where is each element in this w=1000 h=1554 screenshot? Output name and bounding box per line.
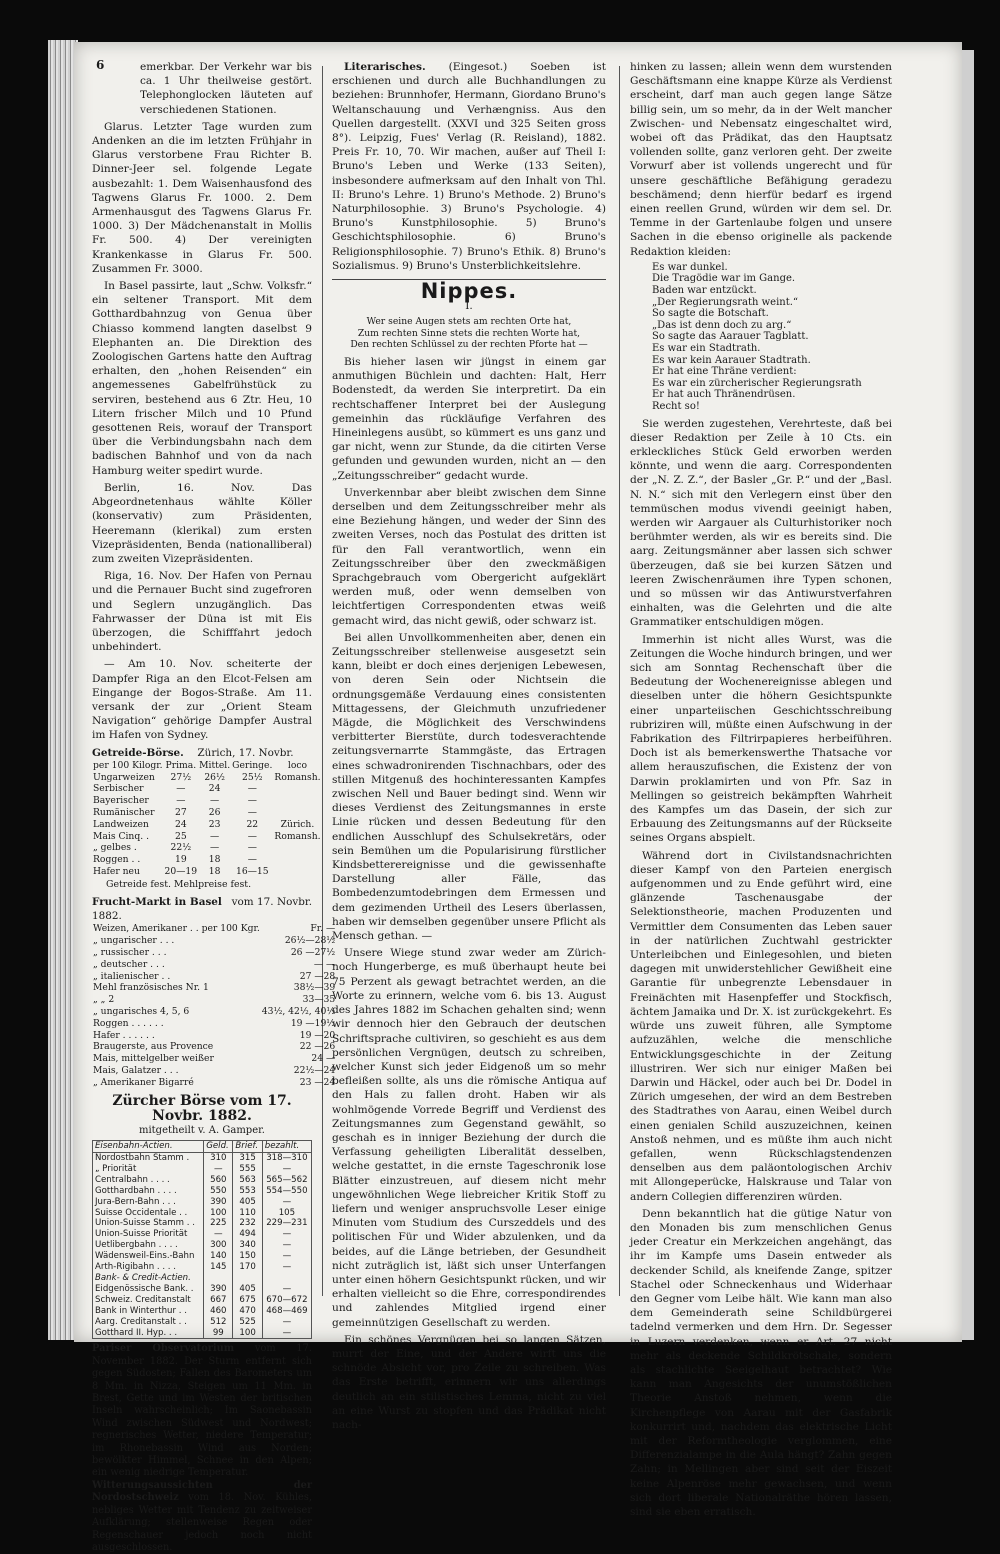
cell: 340 [233, 1240, 262, 1251]
cell: Jura-Bern-Bahn . . . [93, 1197, 204, 1208]
cell: Wädensweil-Eins.-Bahn [93, 1251, 204, 1262]
cell: 315 [233, 1153, 262, 1164]
cell: 20—19 [164, 865, 198, 877]
table-row [93, 1240, 312, 1251]
poem-line: So sagte die Botschaft. [652, 308, 769, 320]
cell: — [262, 1284, 311, 1295]
poem-line: Baden war entzückt. [652, 285, 757, 297]
poem-line: Es war dunkel. [652, 261, 728, 273]
column-rule-1 [322, 66, 323, 1296]
cell: — [176, 795, 186, 807]
cell: 554—550 [262, 1186, 311, 1197]
table-row [93, 1306, 312, 1317]
cell: 675 [233, 1295, 262, 1306]
page-number: 6 [96, 58, 105, 72]
cell: 525 [233, 1317, 262, 1328]
table-header: Prima. [165, 759, 197, 771]
motto-line: Wer seine Augen stets am rechten Orte hat, [366, 316, 572, 328]
table-row [92, 772, 322, 784]
cell: Landweizen [93, 818, 149, 830]
table-row [93, 1295, 312, 1306]
table-header: loco [287, 759, 308, 771]
paragraph: Denn bekanntlich hat die gütige Natur von den Monaden bis zum menschlichen Genus jeder Creatur ein Merkzeichen angehängt, das ihr im Kampfe ums Dasein entweder als deckender Schild, als kneifende Zange, spitzer Stachel oder Schneckenhaus und Widerhaar den Gegner vom Leibe hält. Wie kann man also dem Gemeinderath seine Schildbürgerei tadelnd vermerken und dem Hrn. Dr. Segesser in Luzern verdenken, wenn er Art. 27 nicht mehr als deckende Schildkrötschale, sondern als stachlichte Seeigelhaut betrachtet? Wie kann man Angesichts der unumstößlichen Theorie Anstoß nehmen, wenn die Kirchenpflege von Aarau mit der Gasfabrik konkurrirt und, nachdem das elektrische Licht mit der Reformtheologie verglommen, eine Differenzialampe in die Aula hängt? Zahn gegen Zahn; in Mellingen aber sind seit der Eiszeit keine Alpenröse mehr gewachsen, und wenn sich dort liberale Nationalräthe hören lassen, sind sie eben erratisch. [630, 1207, 892, 1518]
table-row [93, 1175, 312, 1186]
cell: 38½—39 [293, 982, 336, 994]
cell: 150 [233, 1251, 262, 1262]
poem-line: „Der Regierungsrath weint.“ [652, 296, 799, 308]
cell: „ ungarisches 4, 5, 6 [93, 1005, 190, 1017]
cell [273, 854, 321, 866]
poem-line: Recht so! [652, 400, 700, 412]
cell: Nordostbahn Stamm . [93, 1153, 204, 1164]
cell: 33—35 [302, 994, 336, 1006]
getreide-table [92, 760, 322, 878]
cell: 560 [204, 1175, 233, 1186]
frucht-date: vom 17. Novbr. 1882. [92, 895, 312, 923]
cell: 390 [204, 1284, 233, 1295]
wetter-text: vom 18. Nov. Kühles, nebliges Wetter mit Tendenz zu zeitweiser Aufklärung; stellenweise Regen oder Regenschauer jedoch noch nicht ausgeschlossen. [92, 1492, 312, 1553]
table-row [92, 807, 322, 819]
cell: — [210, 842, 220, 854]
motto [332, 316, 606, 351]
cell: 27 —28 [299, 970, 336, 982]
cell: „ Priorität [93, 1164, 204, 1175]
cell: 24 — [311, 1053, 336, 1065]
cell: Mehl französisches Nr. 1 [93, 982, 209, 994]
table-row [93, 1328, 312, 1339]
cell: Mais, mittelgelber weißer [93, 1053, 214, 1065]
cell: — [262, 1328, 311, 1339]
section-row [93, 1273, 312, 1284]
table-header-row [93, 1141, 312, 1153]
paragraph-glarus: Glarus. Letzter Tage wurden zum Andenken an die im letzten Frühjahr in Glarus verstorbene Frau Richter B. Dinner-Jeer sel. folgende Legate ausbezahlt: 1. Dem Waisenhausfond des Tagwens Glarus Fr. 1000. 2. Dem Armenhausgut des Tagwens Glarus Fr. 1000. 3) Der Mädchenanstalt in Mollis Fr. 500. 4) Der vereinigten Krankenkasse in Glarus Fr. 500. Zusammen Fr. 3000. [92, 120, 312, 275]
cell: 18 [208, 865, 221, 877]
cell: — [210, 830, 220, 842]
observatorium-date: vom 17. November 1882. [92, 1343, 312, 1367]
cell: Zürich. [280, 818, 315, 830]
literarisches-title: Literarisches. [344, 61, 426, 73]
table-row [92, 1053, 336, 1065]
cell: 25 [174, 830, 187, 842]
cell: 18 [208, 854, 221, 866]
cell: 25½ [241, 771, 263, 783]
cell: 512 [204, 1317, 233, 1328]
cell: 470 [233, 1306, 262, 1317]
table-row [93, 1164, 312, 1175]
cell: Centralbahn . . . . [93, 1175, 204, 1186]
cell: Romansh. [274, 771, 321, 783]
literarisches-paragraph [332, 60, 606, 273]
cell: 43½, 42½, 40½ [261, 1005, 336, 1017]
cell: 23 [208, 818, 221, 830]
cell: Union-Suisse Stamm . . [93, 1218, 204, 1229]
table-row [92, 959, 336, 971]
cell: 225 [204, 1218, 233, 1229]
cell: 110 [233, 1208, 262, 1219]
cell: — [247, 830, 257, 842]
cell: Roggen . . [93, 854, 141, 866]
table-row [92, 831, 322, 843]
poem [652, 262, 892, 413]
cell: 16—15 [236, 865, 269, 877]
paragraph: Unsere Wiege stund zwar weder am Zürich-noch Hungerberge, es muß überhaupt heute bei 75 Perzent als gewagt betrachtet werden, an die Worte zu erinnern, welche vom 6. bis 13. August des Jahres 1882 im Schachen gehalten sind; wenn wir dennoch hier den Gebrauch der deutschen Schriftsprache cultiviren, so geschieht es aus dem persönlichen Vergnügen, deutsch zu schreiben, welcher Kunst sich jeder Eidgenoß um so mehr befleißen sollte, als uns die römische Antiqua auf den Hals zu fallen droht. Haben wir als wohlmögende Vorrede Begriff und Verdienst des Zeitungsmannes zum Gegenstand gewählt, so geschah es in inniger Beziehung der durch die Verfassung geheiligten Liberalität desselben, welche gestattet, in die ernste Tageschronik lose Blätter einzustreuen, auf diesem nicht mehr ungewöhnlichen Wege liebreicher Kritik Stoff zu liefern und weniger anspruchsvolle Leser einige Minuten vom Studium des Curszeddels und des politischen Für und Wider abzulenken, und da beides, auf die Länge betrieben, der Gesundheit nicht zuträglich ist, läßt sich unser Unterfangen unter einen höhern Gesichtspunkt rücken, und wir erhalten vielleicht so die Ehre, correspondirendes und zahlendes Mitglied irgend einer gemeinnützigen Gesellschaft zu werden. [332, 947, 606, 1329]
cell: 229—231 [262, 1218, 311, 1229]
paragraph-riga: Riga, 16. Nov. Der Hafen von Pernau und die Pernauer Bucht sind zugefroren und Seglern unzugänglich. Das Fahrwasser der Düna ist mit Eis überzogen, die Schifffahrt jedoch unbehindert. [92, 570, 312, 654]
poem-line: Er hat auch Thränendrüsen. [652, 389, 796, 401]
cell: Ungarweizen [93, 771, 155, 783]
nippes-heading: Nippes. [332, 279, 606, 298]
cell: „ russischer . . . [93, 946, 167, 958]
cell: — [247, 842, 257, 854]
cell: — — [313, 958, 336, 970]
cell: 405 [233, 1284, 262, 1295]
frucht-title: Frucht-Markt in Basel [92, 895, 222, 908]
table-row [92, 1077, 336, 1089]
cell: — [247, 806, 257, 818]
table-row [93, 1251, 312, 1262]
getreide-heading [92, 746, 312, 760]
cell: — [262, 1164, 311, 1175]
column-2 [332, 60, 606, 1435]
cell: 318—310 [262, 1153, 311, 1164]
table-header: Brief. [233, 1141, 262, 1153]
cell: Romansh. [274, 830, 321, 842]
cell: Rumänischer [93, 806, 155, 818]
table-row [92, 1041, 336, 1053]
zboerse-title: Zürcher Börse vom 17. Novbr. 1882. [112, 1093, 292, 1124]
cell: 670—672 [262, 1295, 311, 1306]
table-row [92, 1006, 336, 1018]
cell: 494 [233, 1229, 262, 1240]
zboerse-table [92, 1140, 312, 1339]
cell: 232 [233, 1218, 262, 1229]
cell: — [262, 1262, 311, 1273]
cell: 100 [233, 1328, 262, 1339]
table-row [92, 971, 336, 983]
table-row [93, 1208, 312, 1219]
cell: Mais, Galatzer . . . [93, 1064, 179, 1076]
table-row [92, 982, 336, 994]
cell [273, 795, 321, 807]
cell: 565—562 [262, 1175, 311, 1186]
cell: Roggen . . . . . . [93, 1017, 164, 1029]
cell: „ deutscher . . . [93, 958, 165, 970]
paragraph: Bei allen Unvollkommenheiten aber, denen ein Zeitungsschreiber stellenweise ausgesetzt sein kann, bleibt er doch eines derjenigen Lebewesen, von deren Sein oder Nichtsein die ordnungsgemäße Verdauung eines consistenten Mittagessens, der Gleichmuth unzufriedener Mägde, die Möglichkeit des Verschwindens verbitterter Bierstüte, durch todesverachtende zeitungsvernarrte Stammgäste, das Ertragen eines schwadronirenden Tischnachbars, oder des stillen Mitgenuß des hochinteressanten Kampfes zwischen Nell und Bauer bedingt sind. Wenn wir dieses Verdienst des Zeitungsmannes in erste Linie rücken und dessen Bedeutung für den endlichen Ausschlupf des Schulsekretärs, oder sein Bemühen um die Popularisirung fürstlicher Kindsbetterereignisse und die gewissenhafte Darstellung aller Fälle, das Bombedenzumtodebringen dem Ermessen und dem gezimenden Urtheil des Lesers überlassen, haben wir demselben gegenüber unsere Pflicht als Mensch gethan. — [332, 631, 606, 943]
observatorium-text: Der Sturm entfernt sich gegen Südosten; Fallen des Barometers um 8 Mm. in Nizza, Steigen um 11 Mm. in Brest, Gette und im Westen der britischen Inseln wahrscheinlich; Im Saonebassin Wind zwischen Südwest und Nordwest; regnerisches Wetter, niedere Temperatur; im Rhonebassin Wind aus Norden; bewölkter Himmel, Schnee in den Alpen; ein wenig niedrige Temperatur. [92, 1355, 312, 1479]
getreide-footer: Getreide fest. Mehlpreise fest. [106, 878, 252, 890]
column-3 [630, 60, 892, 1522]
cell: — [247, 854, 257, 866]
poem-line: Es war kein Aarauer Stadtrath. [652, 354, 811, 366]
cell: 105 [262, 1208, 311, 1219]
cell: 555 [233, 1164, 262, 1175]
cell: 27½ [170, 771, 192, 783]
table-header: Eisenbahn-Actien. [93, 1141, 204, 1153]
observatorium-title: Pariser Observatorium [92, 1343, 235, 1355]
cell: 26 —27½ [290, 946, 336, 958]
cell: Fr. — [310, 923, 336, 935]
cell: 667 [204, 1295, 233, 1306]
cell: Bayerischer [93, 795, 149, 807]
paragraph: hinken zu lassen; allein wenn dem wurstenden Geschäftsmann eine knappe Kürze als Verdienst erscheint, darf man auch gegen lange Sätze billig sein, um so mehr, da in der Welt mancher Zwischen- und Nebensatz eingeschaltet wird, wobei oft das Prädikat, das den Hauptsatz vollenden sollte, ganz verloren geht. Der zweite Vorwurf aber ist vollends ungerecht und für unsere geschäftliche Befähigung geradezu beschämend; denn hierfür bedarf es irgend einen reellen Grund, würden wir dem sel. Dr. Temme in der Gartenlaube folgen und unsere Sachen in die ebenso originelle als packende Redaktion kleiden: [630, 61, 892, 258]
cell: 553 [233, 1186, 262, 1197]
column-rule-2 [619, 66, 620, 1296]
table-header: per 100 Kilogr. [93, 759, 163, 771]
cell: „ „ 2 [93, 994, 115, 1006]
table-row [93, 1317, 312, 1328]
cell: Weizen, Amerikaner . . per 100 Kgr. [93, 923, 260, 935]
table-header: Geld. [204, 1141, 233, 1153]
paragraph: Sie werden zugestehen, Verehrteste, daß bei dieser Redaktion per Zeile à 10 Cts. ein erkleckliches Stück Geld erworben werden könnte, und wenn die aarg. Correspondenten der „N. Z. Z.“, der Basler „Gr. P.“ und der „Basl. N. N.“ sich mit den Verlegern einst über den temmüschen modus vivendi geeinigt haben, werden wir Aargauer als Culturhistoriker noch berühmter werden, als wir es bereits sind. Die aarg. Zeitungsmänner aber lassen sich schwer überzeugen, daß sie bei kurzen Sätzen und leeren Zwischenräumen ihre Typen schonen, und so müssen wir das Antiwurstverfahren einhalten, was die Gelehrten und die alte Grammatiker entschuldigen mögen. [630, 417, 892, 629]
cell: 22 [246, 818, 259, 830]
paragraph: Ein schönes Vergnügen bei so langen Sätzen, murrt der Eine, und der Andere wirft uns die schnöde Absicht vor, pro Zeile zu schreiben. Was das Erste betrifft, erinnern wir uns allerdings deutlich an ein stilistisches Lemma, nicht zu viel an eine Wurst zu stopfen und das Prädikat nicht nach- [332, 1333, 606, 1431]
table-row [93, 1197, 312, 1208]
table-header-row [92, 760, 322, 772]
poem-line: „Das ist denn doch zu arg.“ [652, 319, 792, 331]
cell: Hafer neu [93, 865, 140, 877]
getreide-title: Getreide-Börse. [92, 746, 184, 759]
paragraph: emerkbar. Der Verkehr war bis ca. 1 Uhr theilweise gestört. Telephonglocken läuteten auf verschiedenen Stationen. [140, 61, 312, 116]
frucht-heading [92, 895, 312, 923]
cell: 24 [174, 818, 187, 830]
zboerse-subtitle: mitgetheilt v. A. Gamper. [138, 1124, 265, 1136]
cell: Gotthardbahn . . . . [93, 1186, 204, 1197]
cell: — [176, 783, 186, 795]
table-row [92, 1030, 336, 1042]
column-1 [92, 60, 336, 1554]
table-header: Geringe. [232, 759, 273, 771]
cell: Union-Suisse Priorität [93, 1229, 204, 1240]
table-row [92, 842, 322, 854]
table-row [93, 1218, 312, 1229]
cell: 27 [174, 806, 187, 818]
cell: Aarg. Creditanstalt . . [93, 1317, 204, 1328]
table-row [93, 1153, 312, 1164]
cell: — [262, 1229, 311, 1240]
cell: 300 [204, 1240, 233, 1251]
cell: Suisse Occidentale . . [93, 1208, 204, 1219]
cell: 550 [204, 1186, 233, 1197]
cell: Mais Cinq. . [93, 830, 149, 842]
cell: 99 [204, 1328, 233, 1339]
cell: Hafer . . . . . . [93, 1029, 155, 1041]
cell: 145 [204, 1262, 233, 1273]
table-row [92, 935, 336, 947]
observatorium-block [92, 1343, 312, 1554]
paragraph: Unverkennbar aber bleibt zwischen dem Sinne derselben und dem Zeitungsschreiber mehr als eine Beziehung hängen, und weder der Sinn des zweiten Verses, noch das Postulat des dritten ist für den Fall verantwortlich, wenn ein Zeitungsschreiber über den zweckmäßigen Sprachgebrauch vom Obergericht aufgeklärt werden muß, oder wenn demselben von leichtfertigen Correspondenten etwas weiß gemacht wird, das nicht gewiß, oder schwarz ist. [332, 486, 606, 627]
frucht-table [92, 923, 336, 1088]
literarisches-text: (Eingesot.) Soeben ist erschienen und durch alle Buchhandlungen zu beziehen: Brunnhofer, Hermann, Giordano Bruno's Weltanschauung und Verhængniss. Aus den Quellen dargestellt. (XXVI und 325 Seiten gross 8°). Leipzig, Fues' Verlag (R. Reisland), 1882. Preis Fr. 10, 70. Wir machen, außer auf Theil I: Bruno's Leben und Werke (133 Seiten), insbesondere aufmerksam auf den Inhalt von Thl. II: Bruno's Lehre. 1) Bruno's Methode. 2) Bruno's Naturphilosophie. 3) Bruno's Psychologie. 4) Bruno's Kunstphilosophie. 5) Bruno's Geschichtsphilosophie. 6) Bruno's Religionsphilosophie. 7) Bruno's Ethik. 8) Bruno's Sozialismus. 9) Bruno's Unsterblichkeitslehre. [332, 61, 606, 272]
cell: 170 [233, 1262, 262, 1273]
cell [273, 783, 321, 795]
cell: 22½—24 [293, 1064, 336, 1076]
cell: 100 [204, 1208, 233, 1219]
section-label: Bank- & Credit-Actien. [93, 1273, 204, 1284]
table-row [92, 947, 336, 959]
getreide-date: Zürich, 17. Novbr. [197, 746, 294, 759]
poem-line: So sagte das Aarauer Tagblatt. [652, 331, 809, 343]
cell: 460 [204, 1306, 233, 1317]
paragraph-berlin: Berlin, 16. Nov. Das Abgeordnetenhaus wählte Köller (konservativ) zum Präsidenten, Heeremann (klerikal) zum ersten Vizepräsidenten, Benda (nationalliberal) zum zweiten Vizepräsidenten. [92, 481, 312, 565]
paragraph-basel: In Basel passirte, laut „Schw. Volksfr.“ ein seltener Transport. Mit dem Gotthardbahnzug von Genua über Chiasso kommend langten daselbst 9 Elephanten an. Die Direktion des Zoologischen Gartens hatte den Auftrag erhalten, den „hohen Reisenden“ ein angemessenes Gabelfrühstück zu serviren, bestehend aus 6 Ztr. Heu, 10 Litern frischer Milch und 10 Pfund gesottenen Reis, worauf der Transport über die Verbindungsbahn nach dem badischen Bahnhof und von da nach Hamburg weiter spedirt wurde. [92, 280, 312, 477]
paragraph-dampfer: — Am 10. Nov. scheiterte der Dampfer Riga an den Elcot-Felsen am Eingange der Bogos-Straße. Am 11. versank der zur „Orient Steam Navigation“ gehörige Dampfer Austral im Hafen von Sydney. [92, 658, 312, 742]
cell: Braugerste, aus Provence [93, 1041, 214, 1053]
section-number: I. [465, 300, 473, 313]
poem-line: Er hat eine Thräne verdient: [652, 366, 797, 378]
paragraph: Immerhin ist nicht alles Wurst, was die Zeitungen die Woche hindurch bringen, und wer sich am Sonntag Rechenschaft über die Bedeutung der Wochenereignisse ablegen und dieselben unter die höhern Gesichtspunkte einer unparteiischen Geschichtsschreibung rubriziren will, müßte einen Aufschwung in der Fabrikation des Filtrirpapieres herbeiführen. Doch ist als bemerkenswerthe Thatsache vor allem herauszufischen, die Existenz der von Darwin proklamirten und von Pfr. Saz in Mellingen so geistreich bekämpften Wahrheit des Kampfes um das Dasein, der sich zur Erbauung des Zeitungsmanns auf der Rückseite seines Organs abspielt. [630, 633, 892, 845]
cell: — [247, 795, 257, 807]
table-row [92, 866, 322, 878]
cell: — [247, 783, 257, 795]
cell: 140 [204, 1251, 233, 1262]
cell: 405 [233, 1197, 262, 1208]
cell: 19 —19½ [290, 1017, 336, 1029]
cell: 24 [208, 783, 221, 795]
cell: 23 —24 [299, 1076, 336, 1088]
cell: — [262, 1240, 311, 1251]
cell: — [204, 1164, 233, 1175]
cell: „ gelbes . [93, 842, 137, 854]
cell: 19 —20 [299, 1029, 336, 1041]
cell [273, 842, 321, 854]
paragraph: Bis hieher lasen wir jüngst in einem gar anmuthigen Büchlein und dachten: Halt, Herr Bodenstedt, da werden Sie interpretirt. Da ein rechtschaffener Interpret bei der Auslegung gemeinhin das rückläufige Verfahren des Hineinlegens ausübt, so kümmert es uns ganz und gar nicht, wenn zur Stunde, da die citirten Verse gefunden und gewunden wurden, nicht an — den „Zeitungsschreiber“ gedacht wurde. [332, 355, 606, 482]
cell: 310 [204, 1153, 233, 1164]
cell: 390 [204, 1197, 233, 1208]
cell: Uetlibergbahn . . . . [93, 1240, 204, 1251]
cell: „ Amerikaner Bigarré [93, 1076, 194, 1088]
table-row [93, 1262, 312, 1273]
poem-line: Es war ein zürcherischer Regierungsrath [652, 377, 862, 389]
cell: — [210, 795, 220, 807]
cell: 563 [233, 1175, 262, 1186]
cell: 19 [174, 854, 187, 866]
motto-line: Den rechten Schlüssel zu der rechten Pforte hat — [350, 339, 588, 351]
table-row [92, 819, 322, 831]
table-row [92, 795, 322, 807]
table-row [92, 783, 322, 795]
cell: 26 [208, 806, 221, 818]
cell: „ italienischer . . [93, 970, 171, 982]
cell: „ ungarischer . . . [93, 935, 175, 947]
cell: — [262, 1317, 311, 1328]
wetter-title: Witterungsaussichten der Nordostschweiz [92, 1479, 312, 1504]
cell: Bank in Winterthur . . [93, 1306, 204, 1317]
table-row [93, 1229, 312, 1240]
poem-line: Die Tragödie war im Gange. [652, 273, 796, 285]
cell: Arth-Rigibahn . . . . [93, 1262, 204, 1273]
poem-line: Es war ein Stadtrath. [652, 343, 761, 354]
cell: 22 —26 [299, 1041, 336, 1053]
cell: Gotthard II. Hyp. . . [93, 1328, 204, 1339]
cell: — [204, 1229, 233, 1240]
table-row [92, 854, 322, 866]
cell: 26½—28½ [284, 935, 336, 947]
motto-line: Zum rechten Sinne stets die rechten Worte hat, [357, 327, 581, 339]
cell: 26½ [204, 771, 225, 783]
table-row [93, 1186, 312, 1197]
table-row [92, 923, 336, 935]
cell [273, 866, 321, 878]
table-header: Mittel. [199, 759, 231, 771]
cell: — [262, 1197, 311, 1208]
cell: 468—469 [262, 1306, 311, 1317]
cell: Serbischer [93, 783, 144, 795]
cell: Schweiz. Creditanstalt [93, 1295, 204, 1306]
table-row [92, 1065, 336, 1077]
paragraph: Während dort in Civilstandsnachrichten dieser Kampf von den Parteien energisch aufgenommen und zu Ende geführt wird, eine glänzende Taschenausgabe der Selektionstheorie, machen Produzenten und Vermittler dem Consumenten das Leben sauer in der natürlichen Zuchtwahl gestrickter Unterleibchen und Einlegesohlen, und bieten dagegen mit unwiderstehlicher Gewißheit eine Garantie für unbegrenzte Lebensdauer in Freinächten mit Hasenpfeffer und Stockfisch, ächtem Jamaika und Dr. X. ist zurückgekehrt. Es würde uns zuweit führen, alle Symptome aufzuzählen, welche die menschliche Entwicklungsgeschichte in der Zeitung illustriren. Wer sich nur einiger Maßen bei Darwin und Häckel, oder auch bei Dr. Dodel in Zürich umgesehen, der wird an dem Bestreben des Stadtrathes von Aarau, einen Weibel durch einen genialen Schild auszuzeichnen, keinen Anstoß nehmen, und es müßte ihm auch nicht gefallen, wenn Rückschlagstendenzen denselben aus dem paläontologischen Archiv mit Allongeperücke, Halskrause und Talar von andern Collegien differenziren würden. [630, 849, 892, 1203]
table-row [92, 994, 336, 1006]
cell: 22½ [170, 842, 192, 854]
cell: Eidgenössische Bank. . [93, 1284, 204, 1295]
cell: — [262, 1251, 311, 1262]
table-header: bezahlt. [262, 1141, 311, 1153]
cell [273, 807, 321, 819]
next-page-edge [962, 50, 974, 1340]
table-row [93, 1284, 312, 1295]
table-row [92, 1018, 336, 1030]
